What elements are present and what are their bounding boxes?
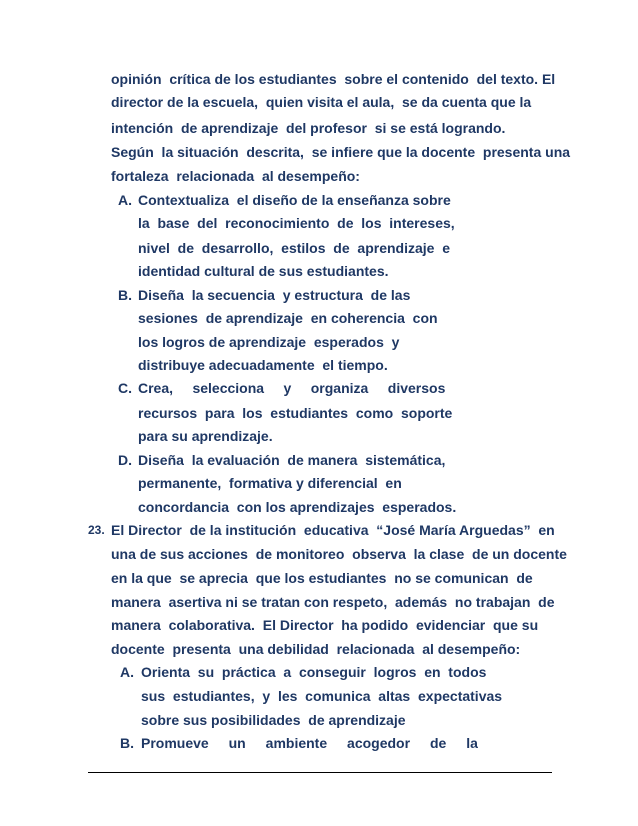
intro-line-3: intención de aprendizaje del profesor si se está logrando. xyxy=(111,120,506,136)
intro-line-5: fortaleza relacionada al desempeño: xyxy=(111,168,360,184)
q22-option-c-line-3: para su aprendizaje. xyxy=(138,428,273,444)
q22-option-c-line-1: Crea, selecciona y organiza diversos xyxy=(138,380,446,396)
q23-option-b-word: ambiente xyxy=(265,735,328,751)
q23-option-a-letter: A. xyxy=(120,664,134,680)
intro-line-4: Según la situación descrita, se infiere que la docente presenta una xyxy=(111,144,571,160)
q22-option-d-line-3: concordancia con los aprendizajes esperados. xyxy=(138,499,457,515)
intro-line-2: director de la escuela, quien visita el aula, se da cuenta que la xyxy=(111,94,532,110)
q22-option-b-letter: B. xyxy=(118,287,132,303)
q22-option-c-letter: C. xyxy=(118,380,132,396)
q22-option-b-line-1: Diseña la secuencia y estructura de las xyxy=(138,287,411,303)
q23-line-1: El Director de la institución educativa “José María Arguedas” en xyxy=(111,522,555,538)
q22-option-a-line-4: identidad cultural de sus estudiantes. xyxy=(138,263,389,279)
q22-option-d-letter: D. xyxy=(118,452,132,468)
q23-line-3: en la que se aprecia que los estudiantes no se comunican de xyxy=(111,570,533,586)
q22-option-b-line-2: sesiones de aprendizaje en coherencia con xyxy=(138,310,438,326)
q23-option-b-letter: B. xyxy=(120,735,134,751)
q22-option-b-line-4: distribuye adecuadamente el tiempo. xyxy=(138,357,388,373)
q23-option-a-line-2: sus estudiantes, y les comunica altas expectativas xyxy=(141,688,503,704)
q22-option-a-line-3: nivel de desarrollo, estilos de aprendizaje e xyxy=(138,240,450,256)
q23-option-b-word: Promueve xyxy=(141,735,209,751)
question-23-number: 23. xyxy=(88,523,105,537)
q22-option-a-line-1: Contextualiza el diseño de la enseñanza sobre xyxy=(138,192,451,208)
q22-option-a-letter: A. xyxy=(118,192,132,208)
footer-divider xyxy=(88,772,552,773)
q22-option-d-line-2: permanente, formativa y diferencial en xyxy=(138,475,402,491)
intro-line-1: opinión crítica de los estudiantes sobre el contenido del texto. El xyxy=(111,71,556,87)
q22-option-c-line-2: recursos para los estudiantes como soporte xyxy=(138,405,453,421)
q23-line-4: manera asertiva ni se tratan con respeto, además no trabajan de xyxy=(111,594,555,610)
q23-option-b-word: de xyxy=(429,735,447,751)
q23-option-a-line-1: Orienta su práctica a conseguir logros en todos xyxy=(141,664,487,680)
q22-option-b-line-3: los logros de aprendizaje esperados y xyxy=(138,334,400,350)
q23-option-b-word: un xyxy=(228,735,246,751)
q22-option-a-line-2: la base del reconocimiento de los intereses, xyxy=(138,215,455,231)
q23-line-6: docente presenta una debilidad relacionada al desempeño: xyxy=(111,641,521,657)
q23-option-b-word: la xyxy=(466,735,478,751)
q23-option-b-word: acogedor xyxy=(347,735,411,751)
q23-option-b-line-1 xyxy=(141,735,478,752)
q23-line-5: manera colaborativa. El Director ha podido evidenciar que su xyxy=(111,617,539,633)
q22-option-d-line-1: Diseña la evaluación de manera sistemática, xyxy=(138,452,446,468)
q23-line-2: una de sus acciones de monitoreo observa la clase de un docente xyxy=(111,546,567,562)
q23-option-a-line-3: sobre sus posibilidades de aprendizaje xyxy=(141,712,406,728)
